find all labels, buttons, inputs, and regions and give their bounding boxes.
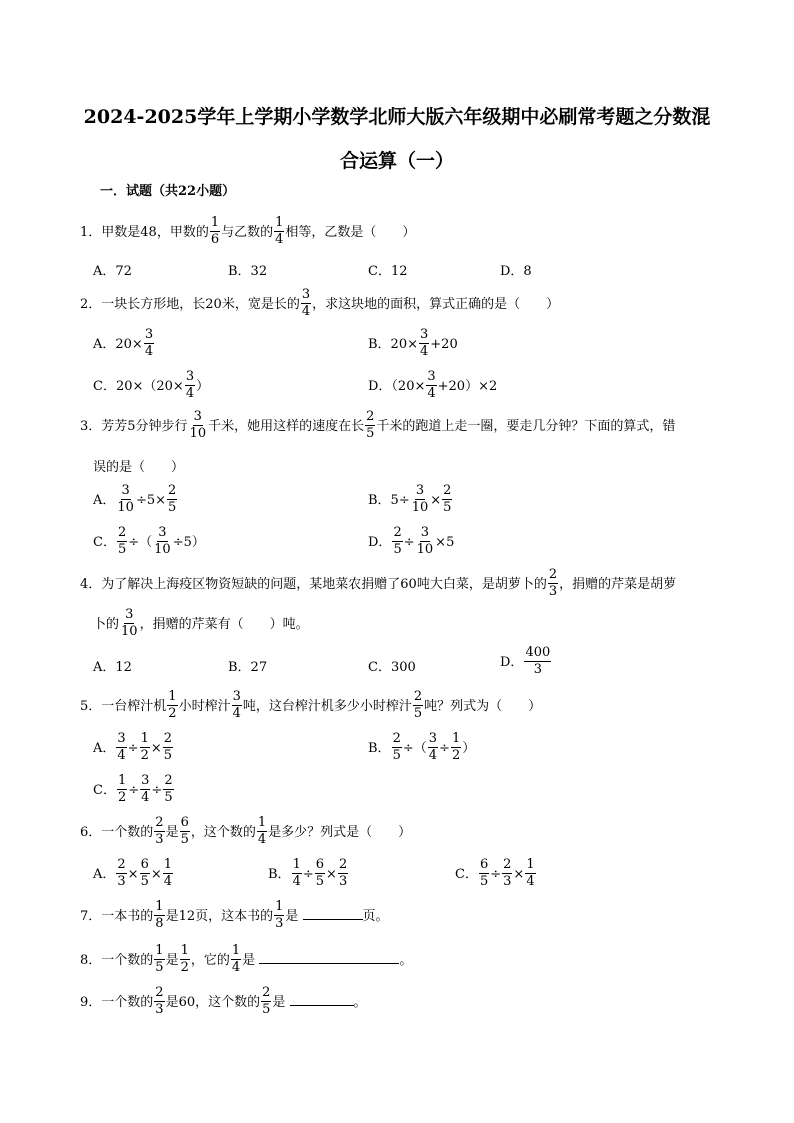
numerator: 6 (479, 857, 489, 872)
q9-text: 是 (272, 995, 286, 1010)
fraction (548, 567, 558, 600)
q3-option-b[interactable] (368, 484, 453, 517)
q5-text: 小时榨汁 (178, 699, 231, 714)
fraction (140, 731, 150, 764)
q4-text: ，捐赠的芹菜有（ ）吨。 (139, 617, 309, 632)
fraction (413, 689, 423, 722)
fraction (153, 525, 172, 558)
option-text: ÷（ (128, 535, 153, 550)
question-3 (80, 410, 675, 443)
option-text: ÷（ (402, 741, 427, 756)
denominator: 4 (420, 344, 429, 359)
option-text: +20 (430, 337, 458, 352)
q7-text: 7．一本书的 (80, 909, 154, 924)
denominator: 2 (140, 748, 149, 763)
fraction (292, 857, 302, 890)
q6-text: 是 (165, 825, 179, 840)
option-text: ÷ (302, 867, 314, 882)
question-4 (80, 568, 676, 601)
option-text: A． (93, 493, 116, 508)
q8-text: 。 (399, 953, 413, 968)
denominator: 10 (189, 426, 207, 441)
fraction (338, 857, 348, 890)
q7-text: 是12页，这本书的 (165, 909, 274, 924)
fraction (416, 525, 435, 558)
fraction (180, 815, 190, 848)
fraction (154, 985, 164, 1018)
q1-option-c[interactable]: C．12 (368, 264, 408, 279)
option-text: ÷ (128, 783, 140, 798)
denominator: 4 (292, 874, 301, 889)
denominator: 5 (155, 960, 164, 975)
q1-text: 相等，乙数是（ ） (285, 225, 416, 240)
numerator: 3 (144, 327, 154, 342)
fraction (154, 899, 164, 932)
numerator: 2 (155, 815, 164, 830)
q2-option-b[interactable] (368, 328, 458, 361)
numerator: 3 (158, 525, 167, 540)
denominator: 5 (392, 748, 401, 763)
denominator: 5 (366, 426, 375, 441)
numerator: 2 (117, 525, 127, 540)
fraction (365, 409, 375, 442)
q1-option-d[interactable]: D．8 (500, 264, 532, 279)
q4-option-c[interactable]: C．300 (368, 660, 416, 675)
denominator: 3 (338, 874, 348, 889)
option-text: C．20×（20× (93, 379, 184, 394)
denominator: 3 (503, 874, 512, 889)
numerator: 2 (164, 773, 173, 788)
option-text: A． (93, 867, 116, 882)
numerator: 1 (275, 899, 284, 914)
fraction (116, 857, 126, 890)
fraction (167, 689, 177, 722)
option-text: ÷5） (172, 535, 205, 550)
numerator: 1 (117, 773, 127, 788)
fraction (140, 857, 150, 890)
denominator: 4 (144, 344, 154, 359)
numerator: 2 (392, 731, 401, 746)
answer-blank[interactable] (290, 993, 354, 1006)
numerator: 2 (117, 857, 126, 872)
denominator: 4 (163, 874, 173, 889)
denominator: 4 (232, 706, 241, 721)
option-text: D． (500, 655, 524, 670)
question-2 (80, 288, 559, 321)
option-text: × (150, 741, 162, 756)
question-4-cont (80, 608, 309, 641)
q6-option-a[interactable] (93, 858, 174, 891)
denominator: 3 (548, 584, 558, 599)
question-9 (80, 986, 367, 1019)
numerator: 6 (140, 857, 149, 872)
fraction (189, 409, 208, 442)
fraction (232, 689, 242, 722)
q8-text: 是 (165, 953, 179, 968)
fraction (180, 943, 190, 976)
q9-text: 9．一个数的 (80, 995, 154, 1010)
q5-option-c[interactable] (93, 774, 175, 807)
numerator: 3 (117, 731, 126, 746)
fraction (116, 483, 135, 516)
q2-option-a[interactable] (93, 328, 155, 361)
fraction (392, 731, 402, 764)
numerator: 2 (168, 483, 177, 498)
fraction (428, 731, 438, 764)
numerator: 1 (155, 943, 164, 958)
numerator: 2 (163, 731, 173, 746)
question-8 (80, 944, 412, 977)
page-title-line1: 2024-2025学年上学期小学数学北师大版六年级期中必刷常考题之分数混 (83, 106, 711, 128)
fraction (502, 857, 512, 890)
fraction (315, 857, 325, 890)
question-6 (80, 816, 411, 849)
denominator: 3 (275, 916, 284, 931)
numerator: 1 (163, 857, 173, 872)
fraction (120, 607, 139, 640)
denominator: 5 (180, 832, 189, 847)
q5-option-a[interactable] (93, 732, 174, 765)
fraction (163, 773, 173, 806)
numerator: 3 (141, 773, 150, 788)
denominator: 4 (428, 748, 438, 763)
numerator: 3 (415, 483, 425, 498)
option-text: ×5 (435, 535, 455, 550)
denominator: 10 (117, 500, 134, 515)
q4-option-a[interactable]: A．12 (93, 660, 132, 675)
denominator: 3 (155, 832, 164, 847)
denominator: 2 (180, 960, 189, 975)
option-text: C． (455, 867, 478, 882)
fraction (479, 857, 489, 890)
numerator: 6 (315, 857, 325, 872)
fraction (116, 731, 126, 764)
option-text: C． (93, 535, 116, 550)
q2-text: 2．一块长方形地，长20米，宽是长的 (80, 297, 300, 312)
q6-option-b[interactable] (268, 858, 349, 891)
option-text: ÷5× (135, 493, 166, 508)
q1-text: 1．甲数是48，甲数的 (80, 225, 209, 240)
numerator: 2 (262, 985, 271, 1000)
denominator: 5 (168, 500, 177, 515)
q3-option-a[interactable] (93, 484, 178, 517)
numerator: 2 (155, 985, 164, 1000)
q5-option-b[interactable] (368, 732, 475, 765)
fraction (185, 369, 195, 402)
fraction (231, 943, 241, 976)
option-text: × (150, 867, 162, 882)
numerator: 3 (185, 369, 195, 384)
q1-text: 与乙数的 (221, 225, 274, 240)
q5-text: 吨？列式为（ ） (424, 699, 542, 714)
fraction (411, 483, 430, 516)
fraction (274, 215, 284, 248)
option-text: B． (268, 867, 291, 882)
numerator: 1 (451, 731, 461, 746)
option-text: D． (368, 535, 392, 550)
numerator: 400 (525, 645, 551, 660)
question-7 (80, 900, 389, 933)
option-text: × (326, 867, 337, 882)
q3-option-c[interactable] (93, 526, 205, 559)
q1-option-a[interactable]: A．72 (93, 264, 132, 279)
numerator: 1 (526, 857, 535, 872)
q1-option-b[interactable]: B．32 (228, 264, 268, 279)
fraction (392, 525, 402, 558)
fraction (426, 369, 436, 402)
denominator: 4 (275, 232, 284, 247)
option-text: ÷ (439, 741, 450, 756)
denominator: 8 (155, 916, 164, 931)
numerator: 6 (180, 815, 189, 830)
numerator: 3 (420, 525, 430, 540)
numerator: 3 (121, 483, 130, 498)
fraction (257, 815, 267, 848)
fraction (451, 731, 461, 764)
denominator: 5 (393, 542, 402, 557)
option-text: B． (368, 741, 391, 756)
denominator: 4 (301, 304, 311, 319)
denominator: 5 (164, 790, 173, 805)
q4-text: 4．为了解决上海疫区物资短缺的问题，某地菜农捐赠了60吨大白菜，是胡萝卜的 (80, 577, 547, 592)
option-text: ÷ (490, 867, 502, 882)
numerator: 2 (338, 857, 348, 872)
denominator: 5 (443, 500, 452, 515)
denominator: 3 (117, 874, 126, 889)
numerator: 1 (210, 215, 220, 230)
q3-text: 误的是（ ） (93, 460, 185, 475)
question-5 (80, 690, 541, 723)
denominator: 5 (315, 874, 325, 889)
fraction (167, 483, 177, 516)
option-text: ） (196, 379, 210, 394)
q8-text: ，它的 (190, 953, 230, 968)
numerator: 1 (180, 943, 189, 958)
fraction (210, 215, 220, 248)
numerator: 3 (427, 369, 436, 384)
q9-text: 。 (353, 995, 367, 1010)
denominator: 10 (416, 542, 434, 557)
q5-text: 吨，这台榨汁机多少小时榨汁 (242, 699, 412, 714)
q7-text: 是 (285, 909, 299, 924)
q2-option-d[interactable] (368, 370, 497, 403)
option-text: D．（20× (368, 379, 426, 394)
numerator: 1 (155, 899, 164, 914)
denominator: 10 (411, 500, 429, 515)
q5-text: 5．一台榨汁机 (80, 699, 167, 714)
q3-text: 千米的跑道上走一圈，要走几分钟？下面的算式，错 (376, 419, 676, 434)
denominator: 4 (117, 748, 126, 763)
numerator: 3 (301, 287, 311, 302)
fraction (163, 857, 173, 890)
question-1 (80, 216, 415, 249)
denominator: 5 (163, 748, 173, 763)
numerator: 1 (168, 689, 177, 704)
q6-text: 6．一个数的 (80, 825, 154, 840)
q3-option-d[interactable] (368, 526, 454, 559)
denominator: 6 (210, 232, 220, 247)
q2-option-c[interactable] (93, 370, 209, 403)
denominator: 5 (140, 874, 149, 889)
denominator: 3 (533, 662, 542, 677)
q4-option-d[interactable] (500, 646, 552, 679)
fraction (524, 645, 551, 678)
q3-text: 千米，她用这样的速度在长 (208, 419, 365, 434)
fraction (261, 985, 271, 1018)
question-3-cont (80, 456, 184, 475)
fraction (163, 731, 173, 764)
numerator: 3 (193, 409, 202, 424)
option-text: ÷ (403, 535, 415, 550)
denominator: 4 (185, 386, 195, 401)
option-text: ÷ (151, 783, 163, 798)
numerator: 1 (275, 215, 284, 230)
fraction (442, 483, 452, 516)
option-text: B．20× (368, 337, 418, 352)
denominator: 3 (155, 1002, 164, 1017)
page-title-line2: 合运算（一） (339, 150, 454, 172)
q7-text: 页。 (362, 909, 389, 924)
q4-text: ，捐赠的芹菜是胡萝 (559, 577, 677, 592)
numerator: 2 (503, 857, 512, 872)
fraction (117, 773, 127, 806)
fraction (117, 525, 127, 558)
option-text: B．5÷ (368, 493, 410, 508)
option-text: A． (93, 741, 116, 756)
fraction (301, 287, 311, 320)
numerator: 3 (125, 607, 134, 622)
q9-text: 是60，这个数的 (165, 995, 261, 1010)
option-text: × (513, 867, 525, 882)
option-text: A．20× (93, 337, 143, 352)
option-text: ÷ (127, 741, 139, 756)
denominator: 4 (257, 832, 267, 847)
option-text: C． (93, 783, 116, 798)
denominator: 4 (526, 874, 535, 889)
q3-text: 3．芳芳5分钟步行 (80, 419, 188, 434)
q6-text: 是多少？列式是（ ） (268, 825, 412, 840)
numerator: 1 (292, 857, 301, 872)
option-text: ） (462, 741, 476, 756)
denominator: 2 (168, 706, 177, 721)
denominator: 5 (262, 1002, 271, 1017)
q4-option-b[interactable]: B．27 (228, 660, 268, 675)
fraction (144, 327, 154, 360)
numerator: 2 (548, 567, 558, 582)
numerator: 3 (232, 689, 241, 704)
denominator: 5 (117, 542, 127, 557)
fraction (274, 899, 284, 932)
fraction (140, 773, 150, 806)
section-heading: 一．试题（共22小题） (100, 184, 236, 199)
denominator: 4 (141, 790, 150, 805)
numerator: 1 (140, 731, 149, 746)
fraction (154, 815, 164, 848)
denominator: 4 (427, 386, 436, 401)
q4-text: 卜的 (93, 617, 120, 632)
numerator: 1 (231, 943, 241, 958)
fraction (419, 327, 429, 360)
numerator: 1 (257, 815, 267, 830)
fraction (154, 943, 164, 976)
q8-text: 是 (242, 953, 256, 968)
numerator: 2 (413, 689, 423, 704)
denominator: 2 (451, 748, 461, 763)
numerator: 2 (443, 483, 452, 498)
answer-blank[interactable] (259, 951, 399, 964)
option-text: +20）×2 (437, 379, 498, 394)
denominator: 5 (413, 706, 423, 721)
numerator: 3 (428, 731, 438, 746)
q8-text: 8．一个数的 (80, 953, 154, 968)
denominator: 4 (231, 960, 241, 975)
option-text: × (127, 867, 139, 882)
denominator: 10 (154, 542, 171, 557)
q6-option-c[interactable] (455, 858, 537, 891)
q6-text: ，这个数的 (190, 825, 256, 840)
fraction (525, 857, 535, 890)
answer-blank[interactable] (303, 907, 363, 920)
q2-text: ，求这块地的面积，算式正确的是（ ） (312, 297, 560, 312)
numerator: 2 (393, 525, 402, 540)
denominator: 2 (117, 790, 127, 805)
option-text: × (430, 493, 442, 508)
denominator: 5 (479, 874, 489, 889)
numerator: 2 (366, 409, 375, 424)
denominator: 10 (121, 624, 138, 639)
numerator: 3 (420, 327, 429, 342)
